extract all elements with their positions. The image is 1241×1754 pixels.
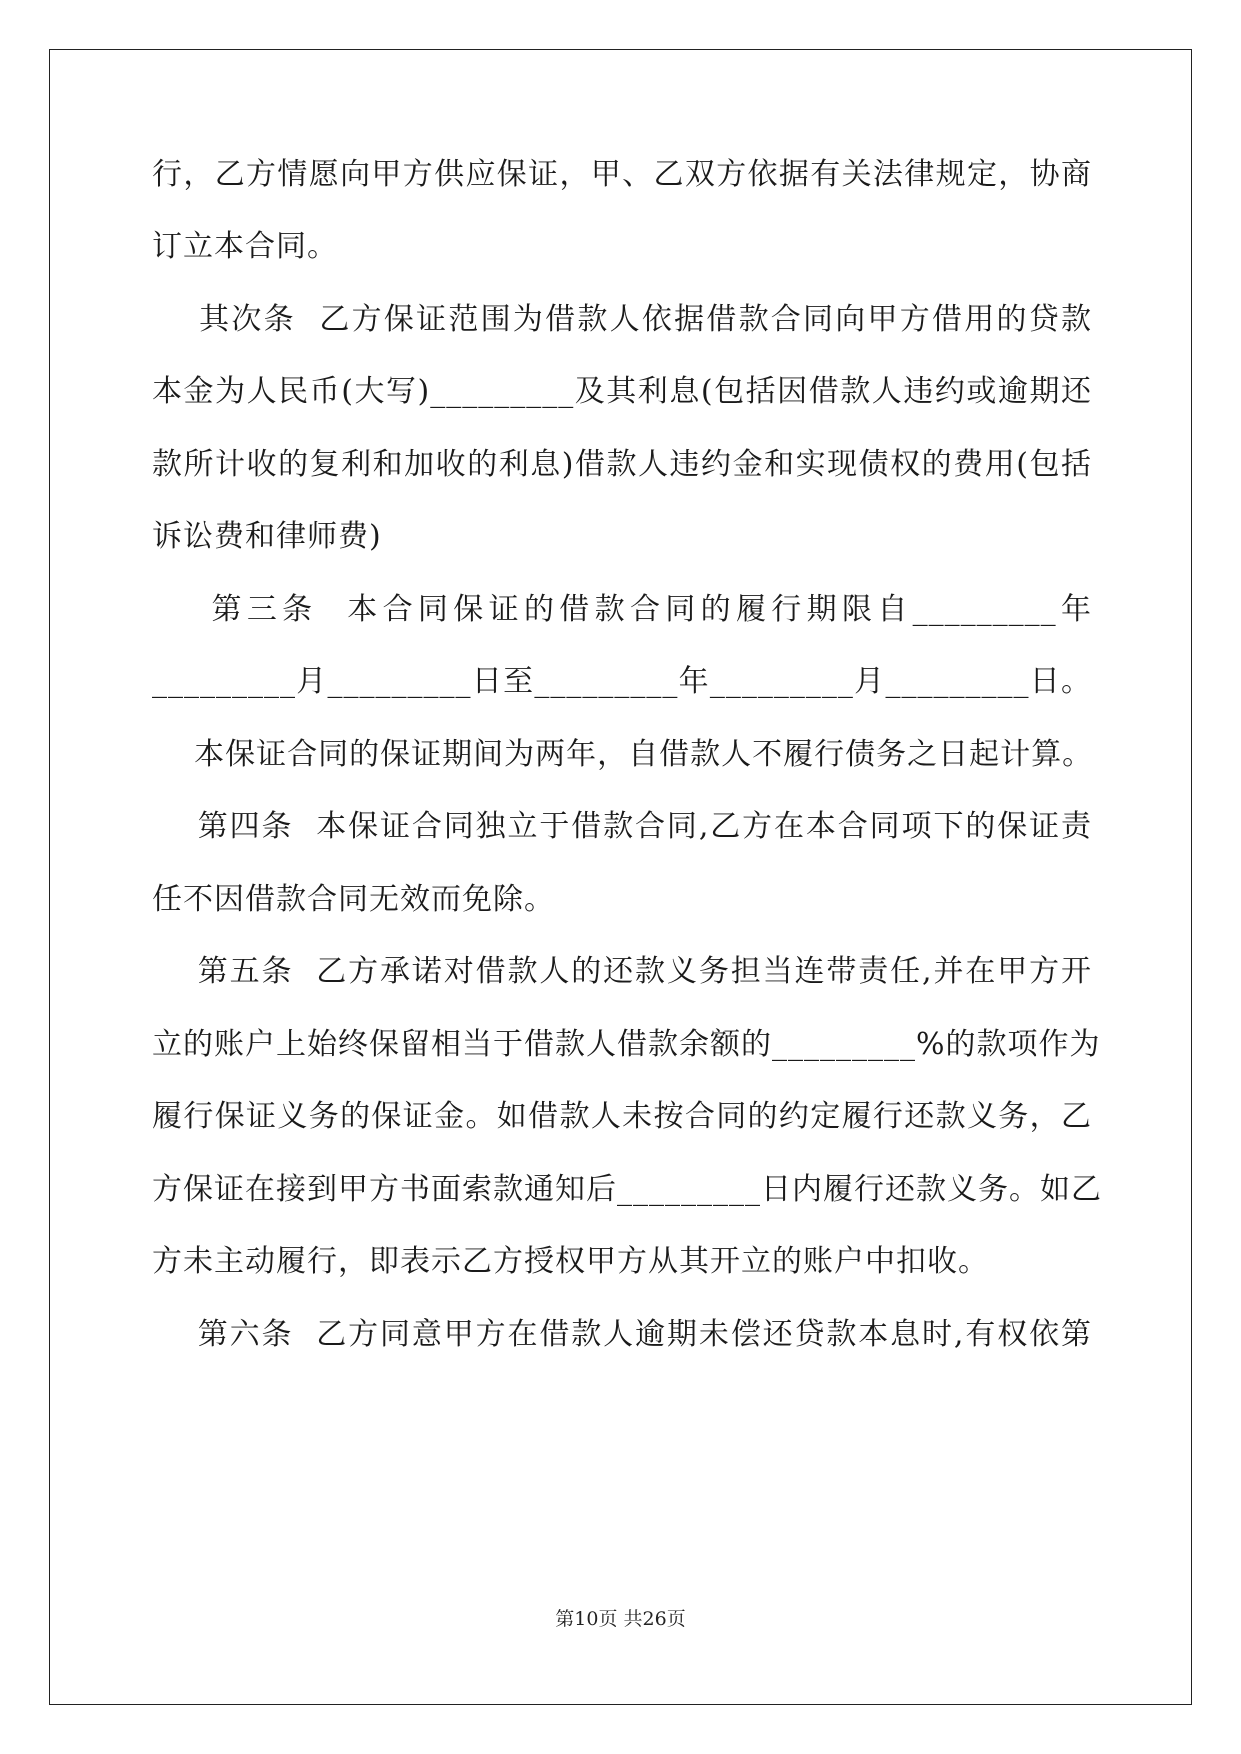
- text-line: 本金为人民币(大写)_________及其利息(包括因借款人违约或逾期还: [152, 374, 1092, 409]
- text-line: 方保证在接到甲方书面索款通知后_________日内履行还款义务。如乙: [152, 1172, 1102, 1207]
- text-line: 方未主动履行，即表示乙方授权甲方从其开立的账户中扣收。: [152, 1244, 989, 1279]
- page-number-footer: 第10页 共26页: [555, 1608, 686, 1630]
- text-line: 诉讼费和律师费): [152, 519, 382, 554]
- text-line: 第五条 乙方承诺对借款人的还款义务担当连带责任,并在甲方开: [152, 954, 1092, 989]
- text-line: 行，乙方情愿向甲方供应保证，甲、乙双方依据有关法律规定，协商: [152, 157, 1092, 192]
- text-line: 本保证合同的保证期间为两年，自借款人不履行债务之日起计算。: [152, 737, 1094, 772]
- text-line: 第三条 本合同保证的借款合同的履行期限自_________年: [152, 592, 1092, 627]
- text-line: 第六条 乙方同意甲方在借款人逾期未偿还贷款本息时,有权依第: [152, 1317, 1092, 1352]
- text-line: 立的账户上始终保留相当于借款人借款余额的_________%的款项作为: [152, 1027, 1101, 1062]
- text-line: 履行保证义务的保证金。如借款人未按合同的约定履行还款义务，乙: [152, 1099, 1092, 1134]
- text-line: 款所计收的复利和加收的利息)借款人违约金和实现债权的费用(包括: [152, 447, 1092, 482]
- text-line: 其次条 乙方保证范围为借款人依据借款合同向甲方借用的贷款: [152, 302, 1092, 337]
- text-line: 任不因借款合同无效而免除。: [152, 882, 555, 917]
- text-line: _________月_________日至_________年_________月_________日。: [152, 664, 1092, 699]
- text-line: 订立本合同。: [152, 229, 338, 264]
- text-line: 第四条 本保证合同独立于借款合同,乙方在本合同项下的保证责: [152, 809, 1092, 844]
